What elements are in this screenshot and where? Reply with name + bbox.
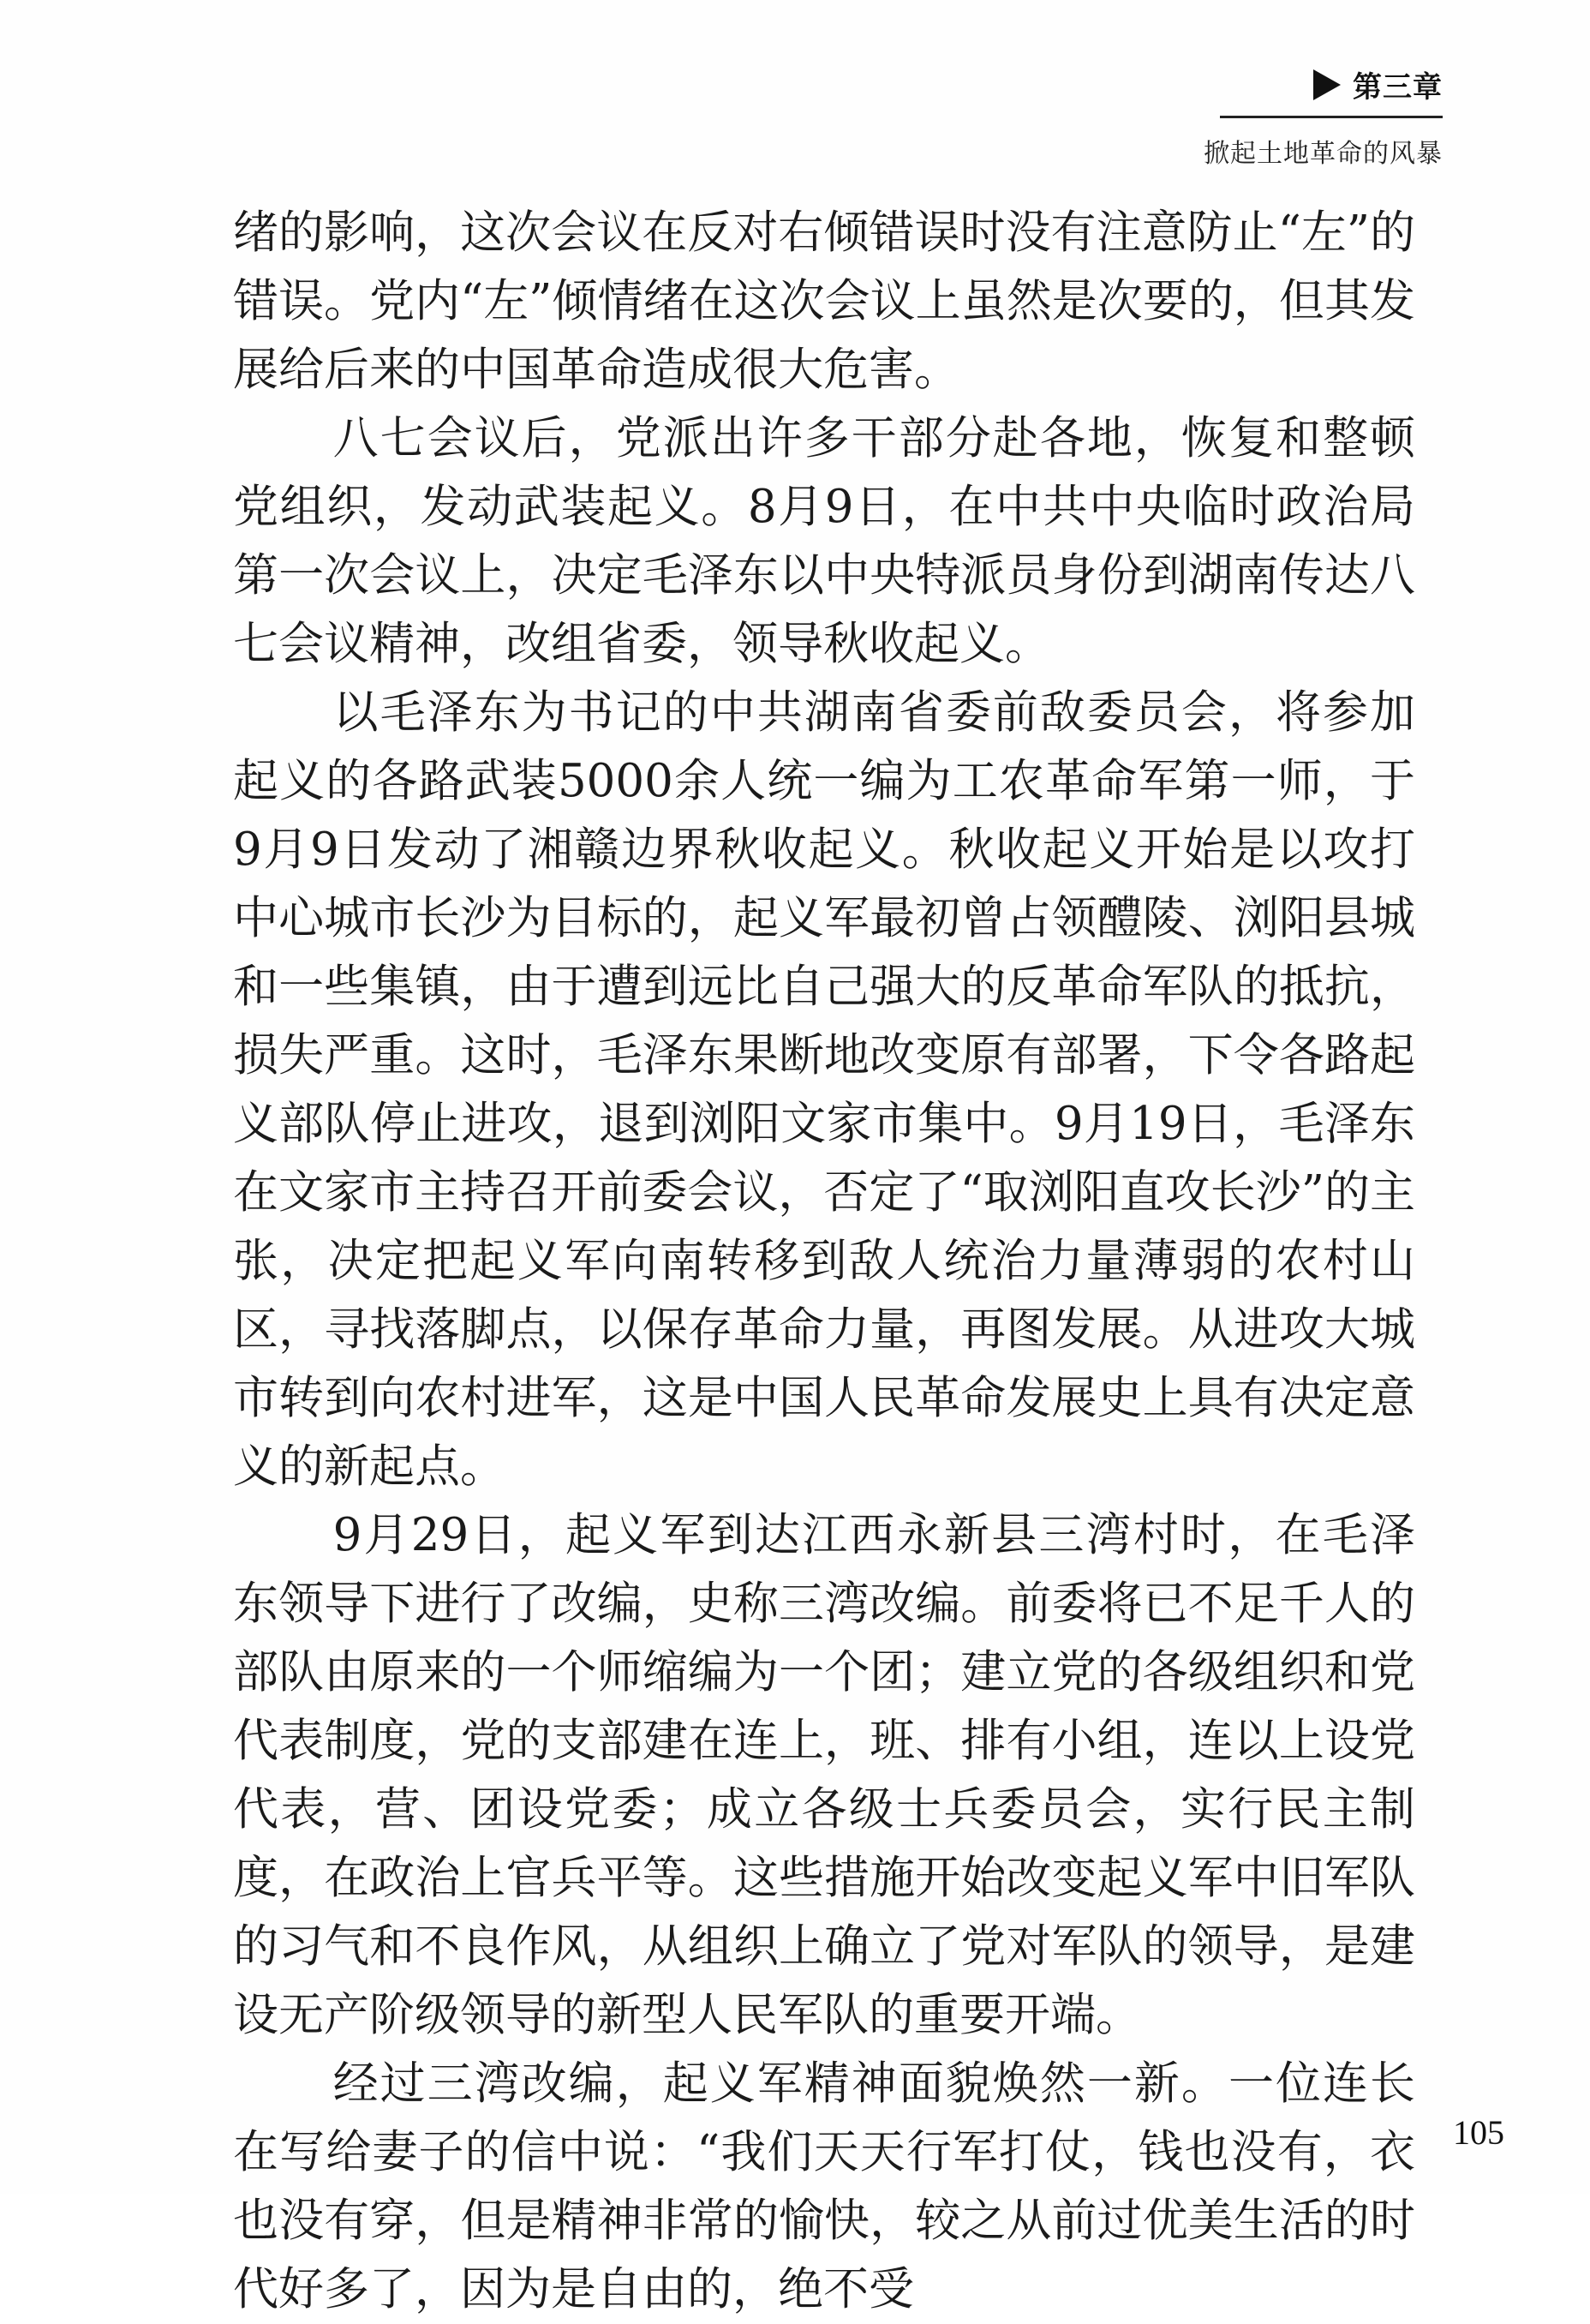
chapter-label: 第三章 [1353,70,1443,105]
paragraph: 以毛泽东为书记的中共湖南省委前敌委员会，将参加起义的各路武装5000余人统一编为工农革命军第一师，于9月9日发动了湘赣边界秋收起义。秋收起义开始是以攻打中心城市长沙为目标的，起义军最初曾占领醴陵、浏阳县城和一些集镇，由于遭到远比自己强大的反革命军队的抵抗，损失严重。这时，毛泽东果断地改变原有部署，下令各路起义部队停止进攻，退到浏阳文家市集中。9月19日，毛泽东在文家市主持召开前委会议，否定了“取浏阳直攻长沙”的主张，决定把起义军向南转移到敌人统治力量薄弱的农村山区，寻找落脚点，以保存革命力量，再图发展。从进攻大城市转到向农村进军，这是中国人民革命发展史上具有决定意义的新起点。 [233,686,1415,1493]
chapter-row [1220,63,1443,118]
play-triangle-icon [1313,69,1341,100]
paragraph: 经过三湾改编，起义军精神面貌焕然一新。一位连长在写给妻子的信中说：“我们天天行军打仗，钱也没有，衣也没有穿，但是精神非常的愉快，较之从前过优美生活的时代好多了，因为是自由的，绝不受 [233,2057,1415,2315]
paragraph: 八七会议后，党派出许多干部分赴各地，恢复和整顿党组织，发动武装起义。8月9日，在中共中央临时政治局第一次会议上，决定毛泽东以中央特派员身份到湖南传达八七会议精神，改组省委，领导秋收起义。 [233,412,1415,670]
paragraph: 9月29日，起义军到达江西永新县三湾村时，在毛泽东领导下进行了改编，史称三湾改编。前委将已不足千人的部队由原来的一个师缩编为一个团；建立党的各级组织和党代表制度，党的支部建在连上，班、排有小组，连以上设党代表，营、团设党委；成立各级士兵委员会，实行民主制度，在政治上官兵平等。这些措施开始改变起义军中旧军队的习气和不良作风，从组织上确立了党对军队的领导，是建设无产阶级领导的新型人民军队的重要开端。 [233,1509,1415,2041]
chapter-subtitle: 掀起土地革命的风暴 [1204,139,1443,169]
body-text [233,199,1415,2324]
paragraph-continuation: 绪的影响，这次会议在反对右倾错误时没有注意防止“左”的错误。党内“左”倾情绪在这次会议上虽然是次要的，但其发展给后来的中国革命造成很大危害。 [233,207,1415,396]
page-number: 105 [1453,2113,1504,2152]
running-header [1204,63,1443,170]
